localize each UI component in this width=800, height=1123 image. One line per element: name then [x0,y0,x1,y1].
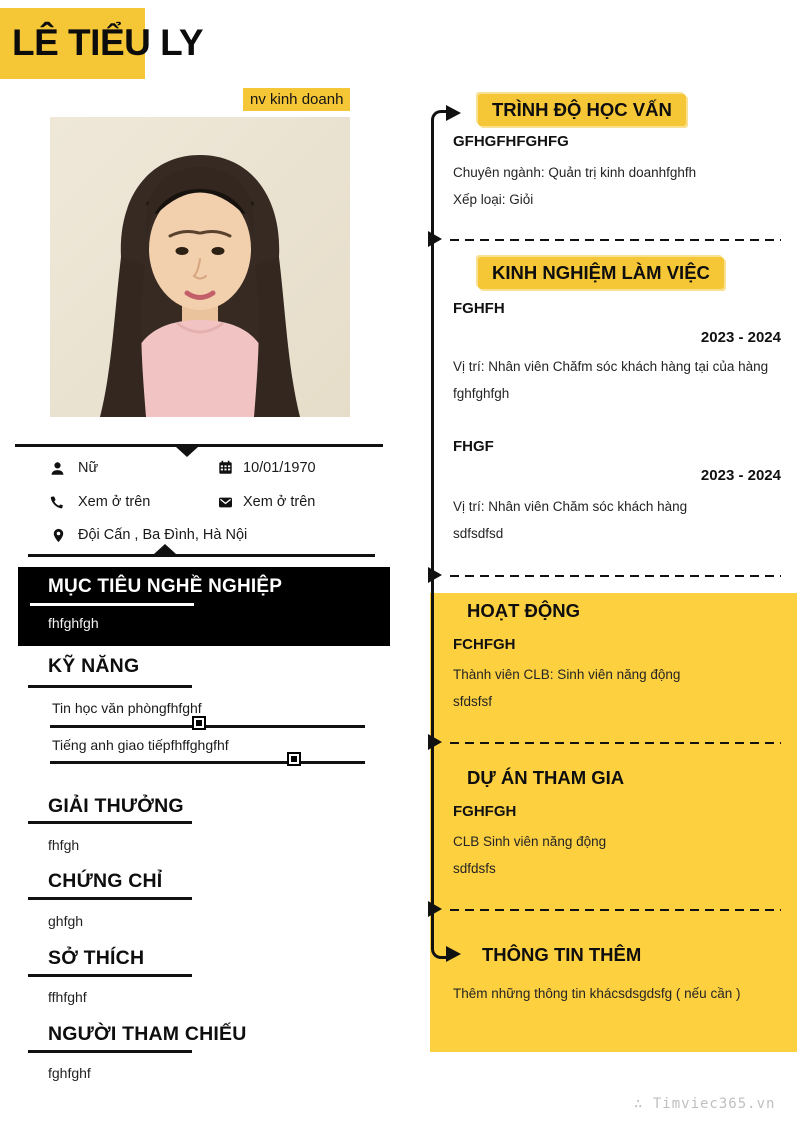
email-icon [218,495,233,510]
objective-section [18,567,390,646]
awards-title: GIẢI THƯỞNG [48,795,184,817]
references-content: fghfghf [48,1065,91,1081]
certificates-underline [28,897,192,900]
activities-title: HOẠT ĐỘNG [467,600,581,621]
phone-icon [50,495,65,510]
profile-photo [50,117,350,417]
experience-detail: sdfsdfsd [453,526,504,541]
projects-detail: CLB Sinh viên năng động [453,834,607,849]
hobbies-content: ffhfghf [48,989,87,1005]
phone-value: Xem ở trên [78,494,151,510]
timeline-marker-icon [428,901,442,917]
awards-content: fhfgh [48,837,80,853]
dashed-separator [450,909,781,911]
location-icon [51,528,66,543]
certificates-content: ghfgh [48,913,84,929]
arrow-right-icon [446,105,461,121]
timeline-marker-icon [428,567,442,583]
yellow-panel [430,593,797,1052]
experience-detail: fghfghfgh [453,386,510,401]
person-icon [50,461,65,476]
experience-position: Vị trí: Nhân viên Chăm sóc khách hàng [453,499,688,514]
birthday-value: 10/01/1970 [243,460,316,476]
awards-underline [28,821,192,824]
objective-content: fhfghfgh [48,615,99,631]
dashed-separator [450,239,781,241]
dashed-separator [450,742,781,744]
projects-detail: sdfdsfs [453,861,496,876]
education-major: Chuyên ngành: Quản trị kinh doanhfghfh [453,165,697,180]
timeline-marker-icon [428,734,442,750]
arrow-right-icon [446,946,461,962]
candidate-name: LÊ TIỂU LY [12,22,204,63]
objective-underline [30,603,194,606]
skill-slider [50,761,365,764]
portrait-illustration [50,117,350,417]
objective-title: MỤC TIÊU NGHỀ NGHIỆP [48,576,283,597]
email-value: Xem ở trên [243,494,316,510]
references-underline [28,1050,192,1053]
gender-value: Nữ [78,460,99,476]
skill-label: Tiếng anh giao tiếpfhffghgfhf [52,737,229,753]
hobbies-title: SỞ THÍCH [48,947,145,969]
skill-slider [50,725,365,728]
divider-down-triangle [176,447,198,457]
education-title: TRÌNH ĐỘ HỌC VẤN [478,94,686,126]
contact-divider-bottom [28,554,375,557]
skill-slider-handle [289,754,299,764]
divider-up-triangle [154,544,176,554]
activities-detail: sfdsfsf [453,694,493,709]
experience-period: 2023 - 2024 [700,467,781,484]
certificates-title: CHỨNG CHỈ [48,870,163,892]
experience-period: 2023 - 2024 [700,329,781,346]
timeline-marker-icon [428,231,442,247]
education-school: GFHGFHFGHFG [453,133,569,150]
education-grade: Xếp loại: Giỏi [453,192,534,207]
experience-position: Vị trí: Nhân viên Chăfm sóc khách hàng tại của hàng [453,359,769,374]
skills-title: KỸ NĂNG [48,655,140,677]
additional-title: THÔNG TIN THÊM [482,944,642,965]
calendar-icon [218,460,233,475]
dashed-separator [450,575,781,577]
projects-org: FGHFGH [453,803,517,820]
activities-org: FCHFGH [453,636,516,653]
hobbies-underline [28,974,192,977]
references-title: NGƯỜI THAM CHIẾU [48,1023,247,1045]
address-value: Đội Cấn , Ba Đình, Hà Nội [78,527,248,543]
experience-title: KINH NGHIỆM LÀM VIỆC [478,257,724,289]
projects-title: DỰ ÁN THAM GIA [467,767,625,788]
skills-underline [28,685,192,688]
additional-content: Thêm những thông tin khácsdsgdsfg ( nếu cần ) [453,986,741,1001]
skill-slider-handle [194,718,204,728]
job-title: nv kinh doanh [243,88,350,111]
skill-label: Tin học văn phòngfhfghf [52,700,202,716]
activities-detail: Thành viên CLB: Sinh viên năng động [453,667,681,682]
experience-company: FHGF [453,438,494,455]
experience-company: FGHFH [453,300,505,317]
contact-divider-top [15,444,383,447]
site-watermark: ∴ Timviec365.vn [634,1096,776,1112]
